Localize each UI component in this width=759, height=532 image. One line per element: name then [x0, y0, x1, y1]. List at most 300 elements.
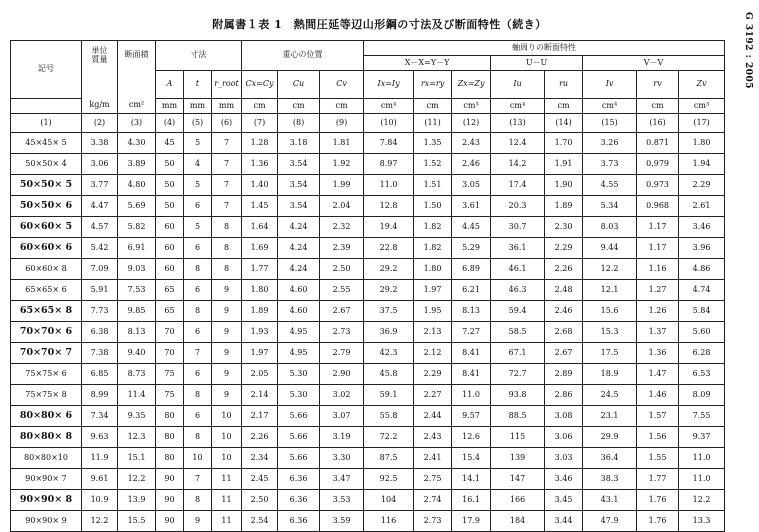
value-cell: 3.05: [452, 175, 491, 196]
value-cell: 70: [156, 322, 184, 343]
value-cell: 75: [156, 385, 184, 406]
value-cell: 5.91: [82, 280, 118, 301]
value-cell: 8.09: [679, 385, 725, 406]
value-cell: 75: [156, 364, 184, 385]
column-index-row: [11, 114, 725, 133]
value-cell: 9.63: [82, 427, 118, 448]
symbol-cell: Zx=Zy: [452, 71, 491, 99]
value-cell: 2.26: [242, 427, 278, 448]
value-cell: 2.30: [545, 217, 583, 238]
value-cell: 12.3: [118, 427, 156, 448]
value-cell: 7: [212, 175, 242, 196]
column-index-cell: (5): [184, 114, 212, 133]
value-cell: 4: [184, 154, 212, 175]
value-cell: 29.9: [583, 427, 637, 448]
value-cell: 6: [184, 406, 212, 427]
value-cell: 93.8: [491, 385, 545, 406]
value-cell: 36.9: [364, 322, 414, 343]
unit-cell: mm: [184, 99, 212, 114]
value-cell: 60: [156, 217, 184, 238]
value-cell: 5.29: [452, 238, 491, 259]
designation-cell: 80×80× 6: [11, 406, 82, 427]
value-cell: 1.57: [637, 406, 679, 427]
designation-cell: 75×75× 6: [11, 364, 82, 385]
symbol-cell: [118, 71, 156, 99]
value-cell: 3.03: [545, 448, 583, 469]
value-cell: 1.51: [414, 175, 452, 196]
unit-cell: cm⁴: [364, 99, 414, 114]
section-properties-table: [10, 40, 725, 532]
value-cell: 3.54: [278, 196, 320, 217]
value-cell: 10: [212, 427, 242, 448]
table-row: [11, 154, 725, 175]
value-cell: 1.64: [242, 217, 278, 238]
table-row: [11, 448, 725, 469]
value-cell: 12.2: [118, 469, 156, 490]
value-cell: 9.40: [118, 343, 156, 364]
value-cell: 3.44: [545, 511, 583, 532]
value-cell: 3.08: [545, 406, 583, 427]
value-cell: 60: [156, 238, 184, 259]
value-cell: 7.34: [82, 406, 118, 427]
value-cell: 7: [212, 154, 242, 175]
value-cell: 147: [491, 469, 545, 490]
unit-cell: cm⁴: [491, 99, 545, 114]
header-unit-mass: 単位 質量: [82, 41, 118, 71]
value-cell: 1.40: [242, 175, 278, 196]
symbol-cell: Cu: [278, 71, 320, 99]
designation-cell: 50×50× 5: [11, 175, 82, 196]
value-cell: 90: [156, 469, 184, 490]
value-cell: 3.96: [679, 238, 725, 259]
value-cell: 11: [212, 490, 242, 511]
value-cell: 6: [184, 196, 212, 217]
table-row: [11, 196, 725, 217]
unit-cell: cm: [545, 99, 583, 114]
value-cell: 3.61: [452, 196, 491, 217]
value-cell: 6.53: [679, 364, 725, 385]
value-cell: 3.73: [583, 154, 637, 175]
column-index-cell: (1): [11, 114, 82, 133]
value-cell: 12.2: [583, 259, 637, 280]
unit-cell: cm: [320, 99, 364, 114]
value-cell: 4.24: [278, 238, 320, 259]
value-cell: 38.3: [583, 469, 637, 490]
value-cell: 46.3: [491, 280, 545, 301]
unit-cell: cm: [242, 99, 278, 114]
value-cell: 72.2: [364, 427, 414, 448]
value-cell: 11.0: [679, 448, 725, 469]
value-cell: 2.29: [545, 238, 583, 259]
value-cell: 0.968: [637, 196, 679, 217]
value-cell: 9.03: [118, 259, 156, 280]
designation-cell: 60×60× 8: [11, 259, 82, 280]
column-index-cell: (7): [242, 114, 278, 133]
value-cell: 17.5: [583, 343, 637, 364]
value-cell: 23.1: [583, 406, 637, 427]
value-cell: 70: [156, 343, 184, 364]
symbol-cell: A: [156, 71, 184, 99]
value-cell: 7.09: [82, 259, 118, 280]
value-cell: 2.05: [242, 364, 278, 385]
value-cell: 6: [184, 238, 212, 259]
table-row: [11, 133, 725, 154]
value-cell: 115: [491, 427, 545, 448]
value-cell: 1.69: [242, 238, 278, 259]
table-row: [11, 343, 725, 364]
designation-cell: 50×50× 6: [11, 196, 82, 217]
table-row: [11, 175, 725, 196]
unit-cell: cm: [414, 99, 452, 114]
table-row: [11, 490, 725, 511]
header-designation: 記号: [11, 41, 82, 99]
value-cell: 1.76: [637, 511, 679, 532]
value-cell: 92.5: [364, 469, 414, 490]
value-cell: 104: [364, 490, 414, 511]
value-cell: 5.66: [278, 406, 320, 427]
value-cell: 1.92: [320, 154, 364, 175]
value-cell: 2.14: [242, 385, 278, 406]
value-cell: 1.77: [242, 259, 278, 280]
value-cell: 6.28: [679, 343, 725, 364]
value-cell: 3.19: [320, 427, 364, 448]
value-cell: 30.7: [491, 217, 545, 238]
value-cell: 1.80: [414, 259, 452, 280]
value-cell: 5: [184, 217, 212, 238]
unit-cell: cm: [278, 99, 320, 114]
value-cell: 8.13: [118, 322, 156, 343]
value-cell: 1.99: [320, 175, 364, 196]
value-cell: 7.38: [82, 343, 118, 364]
symbol-cell: Ix=Iy: [364, 71, 414, 99]
header-section-props: 軸周りの断面特性: [364, 41, 725, 56]
value-cell: 2.89: [545, 364, 583, 385]
value-cell: 90: [156, 511, 184, 532]
value-cell: 3.26: [583, 133, 637, 154]
value-cell: 11.0: [679, 469, 725, 490]
value-cell: 29.2: [364, 280, 414, 301]
value-cell: 1.26: [637, 301, 679, 322]
value-cell: 2.43: [414, 427, 452, 448]
value-cell: 5.66: [278, 448, 320, 469]
value-cell: 1.70: [545, 133, 583, 154]
value-cell: 3.77: [82, 175, 118, 196]
symbol-cell: Iu: [491, 71, 545, 99]
value-cell: 11.0: [364, 175, 414, 196]
value-cell: 2.13: [414, 322, 452, 343]
value-cell: 9: [212, 364, 242, 385]
value-cell: 2.46: [452, 154, 491, 175]
symbol-cell: Iv: [583, 71, 637, 99]
value-cell: 2.39: [320, 238, 364, 259]
table-row: [11, 259, 725, 280]
value-cell: 5.66: [278, 427, 320, 448]
designation-cell: 90×90× 7: [11, 469, 82, 490]
value-cell: 1.81: [320, 133, 364, 154]
value-cell: 1.94: [679, 154, 725, 175]
value-cell: 50: [156, 196, 184, 217]
value-cell: 2.75: [414, 469, 452, 490]
value-cell: 2.43: [452, 133, 491, 154]
table-row: [11, 280, 725, 301]
value-cell: 9: [212, 343, 242, 364]
value-cell: 7.55: [679, 406, 725, 427]
value-cell: 8: [212, 217, 242, 238]
designation-cell: 60×60× 5: [11, 217, 82, 238]
value-cell: 2.50: [242, 490, 278, 511]
table-row: [11, 511, 725, 532]
value-cell: 12.2: [82, 511, 118, 532]
value-cell: 3.18: [278, 133, 320, 154]
column-index-cell: (9): [320, 114, 364, 133]
unit-cell: kg/m: [82, 99, 118, 114]
table-row: [11, 385, 725, 406]
value-cell: 1.35: [414, 133, 452, 154]
designation-cell: 60×60× 6: [11, 238, 82, 259]
column-index-cell: (10): [364, 114, 414, 133]
value-cell: 3.89: [118, 154, 156, 175]
value-cell: 2.26: [545, 259, 583, 280]
value-cell: 1.27: [637, 280, 679, 301]
value-cell: 2.55: [320, 280, 364, 301]
unit-cell: mm: [212, 99, 242, 114]
value-cell: 4.60: [278, 301, 320, 322]
value-cell: 47.9: [583, 511, 637, 532]
value-cell: 2.79: [320, 343, 364, 364]
value-cell: 9.37: [679, 427, 725, 448]
value-cell: 5.60: [679, 322, 725, 343]
value-cell: 37.5: [364, 301, 414, 322]
value-cell: 67.1: [491, 343, 545, 364]
value-cell: 2.27: [414, 385, 452, 406]
value-cell: 4.86: [679, 259, 725, 280]
value-cell: 7.84: [364, 133, 414, 154]
column-index-cell: (15): [583, 114, 637, 133]
value-cell: 12.1: [583, 280, 637, 301]
column-index-cell: (11): [414, 114, 452, 133]
value-cell: 14.2: [491, 154, 545, 175]
value-cell: 1.17: [637, 238, 679, 259]
column-index-cell: (14): [545, 114, 583, 133]
value-cell: 10: [212, 406, 242, 427]
value-cell: 15.3: [583, 322, 637, 343]
value-cell: 11.0: [452, 385, 491, 406]
value-cell: 2.17: [242, 406, 278, 427]
value-cell: 4.95: [278, 343, 320, 364]
value-cell: 58.5: [491, 322, 545, 343]
value-cell: 59.1: [364, 385, 414, 406]
table-row: [11, 322, 725, 343]
value-cell: 2.29: [414, 364, 452, 385]
value-cell: 4.47: [82, 196, 118, 217]
value-cell: 15.1: [118, 448, 156, 469]
column-index-cell: (3): [118, 114, 156, 133]
value-cell: 7.73: [82, 301, 118, 322]
designation-cell: 70×70× 6: [11, 322, 82, 343]
value-cell: 5.82: [118, 217, 156, 238]
value-cell: 4.95: [278, 322, 320, 343]
value-cell: 6.36: [278, 511, 320, 532]
value-cell: 8.73: [118, 364, 156, 385]
value-cell: 9: [212, 385, 242, 406]
designation-cell: 75×75× 8: [11, 385, 82, 406]
value-cell: 9: [212, 322, 242, 343]
table-row: [11, 301, 725, 322]
value-cell: 2.68: [545, 322, 583, 343]
unit-cell: mm: [156, 99, 184, 114]
unit-cell: cm²: [118, 99, 156, 114]
value-cell: 5.34: [583, 196, 637, 217]
value-cell: 3.53: [320, 490, 364, 511]
value-cell: 3.47: [320, 469, 364, 490]
value-cell: 8: [184, 259, 212, 280]
value-cell: 6.89: [452, 259, 491, 280]
value-cell: 3.38: [82, 133, 118, 154]
value-cell: 8.41: [452, 343, 491, 364]
value-cell: 0.871: [637, 133, 679, 154]
header-area: 断面積: [118, 41, 156, 71]
value-cell: 1.77: [637, 469, 679, 490]
value-cell: 8: [212, 238, 242, 259]
table-body: [11, 114, 725, 532]
value-cell: 4.55: [583, 175, 637, 196]
value-cell: 1.80: [679, 133, 725, 154]
value-cell: 2.46: [545, 301, 583, 322]
value-cell: 1.97: [414, 280, 452, 301]
unit-cell: cm³: [452, 99, 491, 114]
value-cell: 43.1: [583, 490, 637, 511]
value-cell: 80: [156, 427, 184, 448]
value-cell: 3.06: [545, 427, 583, 448]
value-cell: 29.2: [364, 259, 414, 280]
table-row: [11, 406, 725, 427]
value-cell: 4.57: [82, 217, 118, 238]
value-cell: 88.5: [491, 406, 545, 427]
value-cell: 1.89: [545, 196, 583, 217]
value-cell: 1.47: [637, 364, 679, 385]
column-index-cell: (13): [491, 114, 545, 133]
unit-cell: cm³: [679, 99, 725, 114]
value-cell: 6: [184, 280, 212, 301]
value-cell: 59.4: [491, 301, 545, 322]
designation-cell: 50×50× 4: [11, 154, 82, 175]
header-centroid: 重心の位置: [242, 41, 364, 71]
table-title: 附属書１表 1 熱間圧延等辺山形鋼の寸法及び断面特性（続き）: [212, 18, 547, 31]
value-cell: 20.3: [491, 196, 545, 217]
value-cell: 8.03: [583, 217, 637, 238]
value-cell: 2.45: [242, 469, 278, 490]
unit-cell: cm: [637, 99, 679, 114]
value-cell: 1.93: [242, 322, 278, 343]
value-cell: 6: [184, 322, 212, 343]
symbol-cell: ru: [545, 71, 583, 99]
value-cell: 17.9: [452, 511, 491, 532]
symbol-cell: t: [184, 71, 212, 99]
value-cell: 1.52: [414, 154, 452, 175]
value-cell: 1.56: [637, 427, 679, 448]
value-cell: 15.4: [452, 448, 491, 469]
value-cell: 55.8: [364, 406, 414, 427]
unit-row: [11, 99, 725, 114]
value-cell: 3.54: [278, 175, 320, 196]
value-cell: 16.1: [452, 490, 491, 511]
value-cell: 3.07: [320, 406, 364, 427]
value-cell: 1.36: [242, 154, 278, 175]
value-cell: 2.67: [320, 301, 364, 322]
value-cell: 6.36: [278, 469, 320, 490]
value-cell: 12.2: [679, 490, 725, 511]
value-cell: 42.3: [364, 343, 414, 364]
standard-number: G 3192 : 2005: [743, 12, 753, 90]
value-cell: 4.80: [118, 175, 156, 196]
value-cell: 1.37: [637, 322, 679, 343]
value-cell: 5.42: [82, 238, 118, 259]
value-cell: 4.24: [278, 259, 320, 280]
value-cell: 45: [156, 133, 184, 154]
value-cell: 2.73: [414, 511, 452, 532]
column-index-cell: (2): [82, 114, 118, 133]
symbol-cell: Zv: [679, 71, 725, 99]
table-row: [11, 217, 725, 238]
value-cell: 18.9: [583, 364, 637, 385]
value-cell: 5.30: [278, 385, 320, 406]
value-cell: 7: [212, 133, 242, 154]
value-cell: 9: [184, 511, 212, 532]
value-cell: 1.45: [242, 196, 278, 217]
value-cell: 10: [212, 448, 242, 469]
column-index-cell: (8): [278, 114, 320, 133]
value-cell: 5.84: [679, 301, 725, 322]
value-cell: 6: [184, 364, 212, 385]
value-cell: 4.45: [452, 217, 491, 238]
value-cell: 2.29: [679, 175, 725, 196]
value-cell: 2.54: [242, 511, 278, 532]
value-cell: 8.99: [82, 385, 118, 406]
symbol-cell: Cv: [320, 71, 364, 99]
value-cell: 3.02: [320, 385, 364, 406]
value-cell: 90: [156, 490, 184, 511]
value-cell: 87.5: [364, 448, 414, 469]
value-cell: 5.69: [118, 196, 156, 217]
column-index-cell: (4): [156, 114, 184, 133]
symbol-cell: Cx=Cy: [242, 71, 278, 99]
table-row: [11, 238, 725, 259]
value-cell: 3.30: [320, 448, 364, 469]
table-row: [11, 427, 725, 448]
value-cell: 36.4: [583, 448, 637, 469]
value-cell: 2.90: [320, 364, 364, 385]
symbol-row: [11, 71, 725, 99]
header-dimensions: 寸法: [156, 41, 242, 71]
value-cell: 8.97: [364, 154, 414, 175]
value-cell: 9.44: [583, 238, 637, 259]
unit-cell: [11, 99, 82, 114]
unit-cell: cm⁴: [583, 99, 637, 114]
column-index-cell: (6): [212, 114, 242, 133]
value-cell: 6.21: [452, 280, 491, 301]
value-cell: 1.17: [637, 217, 679, 238]
designation-cell: 80×80×10: [11, 448, 82, 469]
value-cell: 65: [156, 301, 184, 322]
value-cell: 5: [184, 175, 212, 196]
value-cell: 80: [156, 448, 184, 469]
designation-cell: 90×90× 9: [11, 511, 82, 532]
value-cell: 2.61: [679, 196, 725, 217]
header-vv: V－V: [583, 56, 725, 71]
value-cell: 1.16: [637, 259, 679, 280]
value-cell: 1.55: [637, 448, 679, 469]
value-cell: 12.4: [491, 133, 545, 154]
